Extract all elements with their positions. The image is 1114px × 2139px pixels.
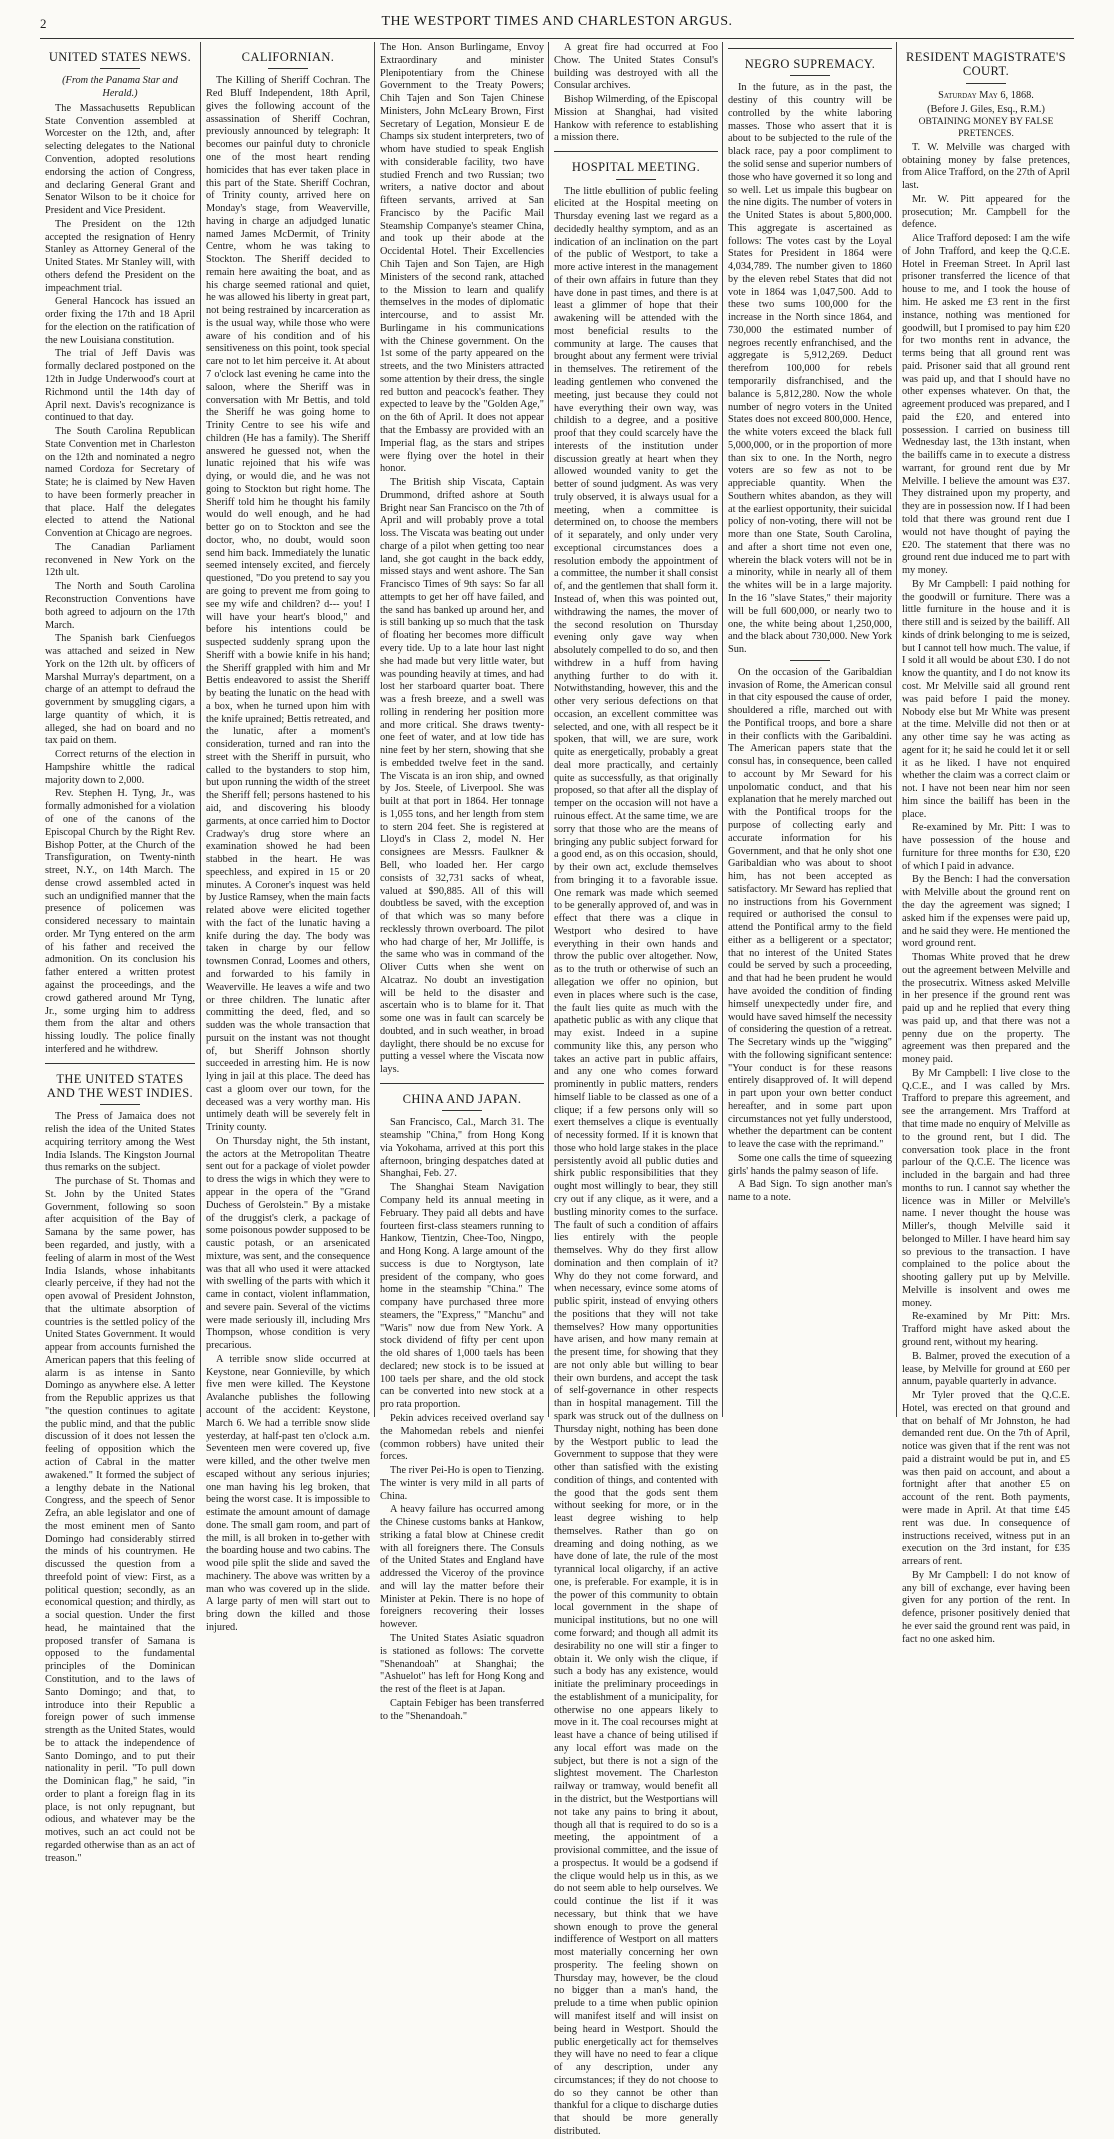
article-paragraph: The Spanish bark Cienfuegos was attached and seized in New York on the 12th ult. by officers of Marshal Murray's department, on a charge of an attempt to defraud the government by smuggling cigars, a large quantity of which, it is alleged, she had on board and no tax paid on them. [45, 633, 195, 747]
page-header [40, 12, 1074, 39]
divider [790, 75, 830, 76]
article-paragraph: The purchase of St. Thomas and St. John by the United States Government, following so soon after acquisition of the Bay of Samana by the same power, has been regarded, and justly, with a feeling of alarm in most of the West India Islands, whose inhabitants clearly perceive, if they had not the open avowal of President Johnston, that the ultimate absorption of countries is the settled policy of the United States Government. It would appear from accounts furnished the American papers that this feeling of alarm is as intense in Santo Domingo as anywhere else. A letter from the Republic apprizes us that "the question continues to agitate the public mind, and that the public discussion of it does not lessen the feeling of opposition which the action of Cabral in the matter awakened." It formed the subject of a lengthy debate in the National Congress, and the speech of Senor Zefra, an able legislator and one of the most eminent men of Santo Domingo had considerably stirred the minds of his countrymen. He discussed the question from a threefold point of view: First, as a political question; secondly, as an economical question; and thirdly, as a social question. Under the first head, he maintained that the proposed transfer of Samana is opposed to the fundamental principles of the Dominican Constitution, and to the laws of Santo Domingo; and that, to introduce into their Republic a foreign power of such immense strength as the United States, would be to attack the independence of Santo Domingo, and to put their nationality in peril. "To pull down the Dominican flag," he said, "in order to plant a foreign flag in its place, is not only repugnant, but odious, and whatever may be the motives, such an act could not be regarded otherwise than as an act of treason." [45, 1176, 195, 1864]
divider [100, 68, 140, 69]
divider [554, 151, 718, 152]
divider [616, 179, 656, 180]
article-paragraph: Correct returns of the election in Hampshire whittle the radical majority down to 2,000. [45, 749, 195, 786]
divider [790, 660, 830, 661]
article-paragraph: The President on the 12th accepted the resignation of Henry Stanley as Attorney General of the United States. Mr Stanley will, with others defend the President on the impeachment trial. [45, 218, 195, 294]
article-paragraph: By Mr Campbell: I paid nothing for the goodwill or furniture. There was a little furniture in the house and it is there still and is seized by the bailiff. All kinds of drink belonging to me is seized, but I cannot tell how much. The value, if I sold it all would be about £30. I do not know the quantity, and I do not know its cost. Mr Melville said all ground rent was paid before I paid the money. Nobody else but Mr White was present at the time. Melville did not then or at any other time say he was acting as agent for it; he said he could let it or sell it as he liked. I have not enquired whether the claim was a correct claim or not. I have not been near him nor seen him since the bailiff has been in the place. [902, 578, 1070, 820]
article-paragraph: B. Balmer, proved the execution of a lease, by Melville for ground at £60 per annum, payable quarterly in advance. [902, 1350, 1070, 1388]
article-paragraph: The Shanghai Steam Navigation Company held its annual meeting in February. They paid all debts and have fourteen first-class steamers running to Hankow, Tientzin, Chee-Too, Ningpo, and Hong Kong. A large amount of the success is due to Norgtyson, late president of the company, who goes home in the steamship "China." The company have purchased three more steamers, the "Express," "Manchu" and "Waris" now due from New York. A stock dividend of fifty per cent upon the old shares of 1,000 taels has been declared; new stock is to be issued at 100 taels per share, and the old stock can be converted into new stock at a pro rata proportion. [380, 1182, 544, 1411]
article-paragraph: Rev. Stephen H. Tyng, Jr., was formally admonished for a violation of one of the canons of the Episcopal Church by the Right Rev. Bishop Potter, at the Church of the Transfiguration, on Twenty-ninth street, N.Y., on 14th March. The dense crowd assembled acted in such an undignified manner that the presence of policemen was considered necessary to maintain order. Mr Tyng entered on the arm of his father and received the admonition. On its conclusion his father entered a written protest against the proceedings, and the crowd gathered around Mr Tyng, Jr., some urging him to address them from the altar and others hissing loudly. The police finally interfered and he withdrew. [45, 788, 195, 1055]
article-paragraph: Pekin advices received overland say the Mahomedan rebels and nienfei (common robbers) have united their forces. [380, 1413, 544, 1463]
article-paragraph: By Mr Campbell: I do not know of any bill of exchange, ever having been given for any portion of the rent. In defence, prisoner positively denied that he ever said the ground rent was paid, in fact no one asked him. [902, 1569, 1070, 1645]
article-paragraph: Some one calls the time of squeezing girls' hands the palmy season of life. [728, 1152, 892, 1177]
article-paragraph: The British ship Viscata, Captain Drummond, drifted ashore at South Bright near San Francisco on the 7th of April and will probably prove a total loss. The Viscata was beating out under charge of a pilot when getting too near land, she got caught in the back eddy, missed stays and went ashore. The San Francisco Times of 9th says: So far all attempts to get her off have failed, and the sand has banked up around her, and is still banking up so much that the task of floating her becomes more difficult every tide. Up to a late hour last night she had made but very little water, but was pounding heavily at times, and had lost her starboard quarter boat. There was a fresh breeze, and a swell was rolling in rendering her position more and more critical. She draws twenty-one feet of water, and at low tide has nine feet by her stern, showing that she is embedded twelve feet in the sand. The Viscata is an iron ship, and owned by Jos. Steele, of Liverpool. She was built at that port in 1864. Her tonnage is 1,055 tons, and her length from stem to stern 204 feet. She is registered at Lloyd's in Class 2, model N. Her consignees are Messrs. Faulkner & Bell, who loaded her. Her cargo consists of 32,731 sacks of wheat, valued at $90,885. All of this will doubtless be saved, with the exception of that which was so many before recklessly thrown overboard. The pilot who had charge of her, Mr Jolliffe, is the same who was in command of the Oliver Cutts when she went on Alcatraz. No doubt an investigation will be held to the disaster and ascertain who is to blame for it. That some one was in fault can scarcely be doubted, and in such weather, in broad daylight, there should be no excuse for putting a vessel where the Viscata now lays. [380, 477, 544, 1076]
court-before: (Before J. Giles, Esq., R.M.) [927, 103, 1045, 115]
article-paragraph: Re-examined by Mr. Pitt: I was to have possession of the house and furniture for three months for £30, £20 of which I paid in advance. [902, 822, 1070, 872]
article-paragraph: San Francisco, Cal., March 31. The steamship "China," from Hong Kong via Yokohama, arrived at this port this afternoon, bringing despatches dated at Shanghai, Feb. 27. [380, 1117, 544, 1180]
article-paragraph: The South Carolina Republican State Convention met in Charleston on the 12th and nominated a negro named Cordoza for Secretary of State; he is claimed by New Haven to have been formerly preacher in that place. Half the delegates elected to attend the National Convention at Chicago are negroes. [45, 426, 195, 540]
californian-heading: CALIFORNIAN. [241, 50, 335, 64]
column-3 [374, 42, 549, 1722]
newspaper-columns [40, 42, 1074, 2137]
article-paragraph: Alice Trafford deposed: I am the wife of John Trafford, and keep the Q.C.E. Hotel in Freeman Street. In April last prisoner transferred the licence of that house to me, and I took the house of him. He asked me £3 rent in the first instance, nothing was mentioned for goodwill, but I promised to pay him £20 for two months rent in advance, the terms being that all ground rent was paid. Prisoner said that all ground rent was paid up, and that I should have no other expenses whatever. On that, the agreement produced was prepared, and I paid the £20, and entered into possession. I carried on business till Wednesday last, the 13th instant, when the bailiffs came in to execute a distress warrant, for ground rent due by Mr Melville. I believe the amount was £37. They distrained upon my property, and they are in possession now. If I had been told that there was ground rent due I would not have thought of paying the £20. The statement that there was no ground rent due induced me to part with my money. [902, 233, 1070, 577]
divider [380, 1083, 544, 1084]
article-paragraph: Re-examined by Mr Pitt: Mrs. Trafford might have asked about the ground rent, without my hearing. [902, 1311, 1070, 1349]
column-5 [722, 42, 897, 1417]
article-paragraph: The trial of Jeff Davis was formally declared postponed on the 12th in Judge Underwood's court at Richmond until the 14th day of April next. Davis's recognizance is continued to that day. [45, 348, 195, 424]
article-paragraph: The Press of Jamaica does not relish the idea of the United States acquiring territory among the West India Islands. The Kingston Journal thus remarks on the subject. [45, 1111, 195, 1174]
article-paragraph: By the Bench: I had the conversation with Melville about the ground rent on the day the agreement was signed; I asked him if the expenses were paid up, and he said they were. He mentioned the word ground rent. [902, 874, 1070, 950]
article-paragraph: T. W. Melville was charged with obtaining money by false pretences, from Alice Trafford, on the 27th of April last. [902, 141, 1070, 192]
divider [442, 1110, 482, 1111]
divider [268, 68, 308, 69]
article-paragraph: The Massachusetts Republican State Convention assembled at Worcester on the 12th, and, after selecting delegates to the National Convention, adopted resolutions endorsing the action of Congress, and declaring General Grant and Senator Wilson to be it choice for President and Vice President. [45, 102, 195, 217]
court-date: Saturday May 6, 1868. [938, 89, 1034, 101]
article-paragraph: Thomas White proved that he drew out the agreement between Melville and the prosecutrix. Witness asked Melville in her presence if the ground rent was paid up and he replied that every thing was paid up, and that there was not a penny due on the property. The agreement was then prepared and the money paid. [902, 952, 1070, 1066]
case-title: OBTAINING MONEY BY FALSE PRETENCES. [918, 117, 1054, 140]
article-paragraph: Captain Febiger has been transferred to the "Shenandoah." [380, 1697, 544, 1722]
article-paragraph: A terrible snow slide occurred at Keystone, near Gonnieville, by which five men were killed. The Keystone Avalanche publishes the following account of the accident: Keystone, March 6. We had a terrible snow slide yesterday, at half-past ten o'clock a.m. Seventeen men were covered up, five were killed, and the other twelve men escaped without any serious injuries; one man having his leg broken, that being the worst case. It is impossible to estimate the amount amount of damage done. The small gam room, and part of the mill, is all broken in to-gether with the boarding house and two cabins. The wood pile split the slide and saved the machinery. The above was written by a man who was covered up in the slide. A large party of men will start out to bring down the killed and those injured. [206, 1353, 370, 1634]
article-paragraph: The Killing of Sheriff Cochran. The Red Bluff Independent, 18th April, gives the following account of the assassination of Sheriff Cochran, previously announced by telegraph: It becomes our painful duty to chronicle one of the most heart rending homicides that has ever taken place in this part of the State. Sheriff Cochran, of Trinity county, arrived here on Monday's stage, from Weaverville, having in charge an adjudged lunatic named James McDermit, of Trinity Centre, whom he was taking to Stockton. The Sheriff decided to remain here awaiting the boat, and as his charge seemed rational and quiet, he was allowed his liberty in great part, not being restrained by incarceration as is the usual way, while those who were aware of his condition and of his sensitiveness on this point, took special care not to let him perceive it. At about 7 o'clock last evening he came into the saloon, where the Sheriff was in conversation with Mr Bettis, and told the Sheriff he was going home to Trinity Centre to see his wife and children (He has a family). The Sheriff answered he guessed not, when the lunatic rejoined that his wife was dying, or would die, and he was not going to Stockton but right home. The Sheriff told him he thought his family would do well enough, and he had better go on to Stockton and see the doctor, who, no doubt, would soon send him back. Immediately the lunatic seemed intensely excited, and fiercely questioned, "Do you pretend to say you are going to prevent me from going to see my wife and children? d--- you! I will have your heart's blood," and before his intentions could be suspected suddenly sprang upon the Sheriff with a bowie knife in his hand; the Sheriff grappled with him and Mr Bettis endeavored to assist the Sheriff by beating the lunatic on the head with a box, when he turned upon him with the knife uprained; Bettis retreated, and the lunatic, after a moment's consideration, turned and ran into the street with the Sheriff in pursuit, who called to the bystanders to stop him, but upon running the width of the street the Sheriff fell; persons hastened to his aid, and discovering his bloody garments, at once carried him to Doctor Cradway's drug store where an examination showed he had been stabbed in the heart. He was speechless, and expired in 15 or 20 minutes. A Coroner's inquest was held by Justice Ramsey, when the main facts related above were elicited together with the fact of the lunatic having a knife during the day. The body was taken in charge by our fellow townsmen Conrad, Loomes and others, and forwarded to his family in Weaverville. He leaves a wife and two or three children. The lunatic after committing the deed, fled, and so sudden was the whole transaction that pursuit on the instant was not thought of, but Sheriff Johnson shortly succeeded in arresting him. He is now lying in jail at this place. The deed has cast a gloom over our town, for the deceased was a very worthy man. His untimely death will be severely felt in Trinity county. [206, 75, 370, 1134]
column-6 [896, 42, 1075, 1645]
us-news-heading: UNITED STATES NEWS. [48, 50, 192, 64]
article-paragraph: On Thursday night, the 5th instant, the actors at the Metropolitan Theatre sent out for a package of violet powder to dress the wigs in which they were to appear in the opera of the "Grand Duchess of Gerolstein." By a mistake of the druggist's clerk, a package of some poisonous powder supposed to be caustic potash, or an arsenicated mixture, was sent, and the consequence was that all who used it were attacked with swelling of the parts with which it came in contact, violent inflammation, and severe pain. Several of the victims were made seriously ill, including Mrs Thompson, whose condition is very precarious. [206, 1135, 370, 1352]
divider [966, 83, 1006, 84]
china-japan-heading: CHINA AND JAPAN. [402, 1092, 522, 1107]
article-paragraph: The little ebullition of public feeling elicited at the Hospital meeting on Thursday evening last we regard as a decidedly healthy symptom, and as an indication of an inclination on the part of the public of Westport, to take a more active interest in the management of their own affairs in future than they have done in past times, and there is at least a glimmer of hope that their awakening will be attended with the most beneficial results to the community at large. The causes that brought about any ferment were trivial in themselves. The retirement of the leading gentlemen who convened the meeting, just because they could not have everything their own way, was childish to a degree, and a positive proof that they could scarcely have the interests of the institution under discussion greatly at heart when they allowed wounded vanity to get the better of sound judgment. As was very truly observed, it is always usual for a meeting, when a committee is determined on, to choose the members of it separately, and only under very exceptional circumstances does a resolution embody the appointment of a committee, the number it shall consist of, and the gentlemen that shall form it. Instead of, when this was pointed out, withdrawing the names, the mover of the second resolution on Thursday evening only gave way when absolutely compelled to do so, and then withdrew in a huff from having anything further to do with it. Notwithstanding, however, this and the other very serious defections on that occasion, an excellent committee was selected, and one, with all respect be it spoken, that will, we are sure, work quite as energetically, probably a great deal more practically, and certainly quite as successfully, as that originally proposed, so that after all the display of temper on the occasion will not have a ruinous effect. At the same time, we are sorry that those who are the means of bringing any public subject forward for a good end, as on this occasion, should, by their own act, exclude themselves from bringing it to a favorable issue. One remark was made which seemed to be generally approved of, and was in effect that there was a clique in Westport who desired to have everything in their own hands and throw the public over altogether. Now, as to the truth or otherwise of such an allegation we offer no opinion, but even in places where such is the case, the fault lies quite as much with the apathetic public as with any clique that may exist. Indeed in a supine community like this, any person who takes an active part in public affairs, and any one who comes forward prominently in public matters, renders himself liable to be classed as one of a clique; if a few persons only will so exert themselves a clique is eventually of necessity formed. If it is known that those who hold large stakes in the place persistently avoid all public duties and shirk public responsibilities that they ought most willingly to bear, they still cry out if any clique, as it were, and a bustling minority comes to the surface. The fault of such a condition of affairs lies entirely with the people themselves. Why do they first allow domination and then complain of it? Why do they not come forward, and when necessary, evince some atoms of public spirit, instead of envying others the positions that they will not take themselves? How many opportunities have arisen, and how many remain at the present time, for showing that they are not only able but willing to bear their own burdens, and accept the task of self-governance in other respects than in hospital management. Till the spark was struck out of the dullness on Thursday night, nothing has been done by the Westport public to lead the Government to suppose that they were other than satisfied with the existing condition of things, and contented with the good that the gods sent them without seeking for more, or in the least degree wishing to help themselves. Rather than go on dreaming and doing nothing, as we have done of late, the rule of the most tyrannical local oligarchy, if an active one, is preferable. For example, it is in the power of this community to obtain local government in the shape of municipal institutions, but no one will come forward; and though all admit its desirability no one will stir a finger to obtain it. We only wish the clique, if such a body has any existence, would initiate the preliminary proceedings in the establishment of a municipality, for otherwise no one appears likely to move in it. The coal recourses might at least have a chance of being utilised if any local effort was made on the subject, but there is not a sign of the slightest movement. The Charleston railway or tramway, would benefit all in the district, but the Westportians will not take any pains to bring it about, though all that is required to do so is a meeting, the appointment of a provisional committee, and the issue of a prospectus. It would be a godsend if the clique would help us in this, as we do not seem able to help ourselves. We could continue the list if it was necessary, but think that we have shown enough to prove the general indifference of Westport on all matters most materially concerning her own prosperity. The feeling shown on Thursday may, however, be the cloud no bigger than a man's hand, the prelude to a time when public opinion will manifest itself and will insist on being heard in Westport. Should the public energetically act for themselves they will have no need to fear a clique of any description, under any circumstances; if they do not choose to do so they cannot be other than thankful for a clique to discharge duties that should be more generally distributed. [554, 185, 718, 2137]
column-1 [40, 42, 200, 1864]
masthead: THE WESTPORT TIMES AND CHARLESTON ARGUS. [381, 14, 733, 29]
article-paragraph: On the occasion of the Garibaldian invasion of Rome, the American consul in that city espoused the cause of order, shouldered a rifle, marched out with the Pontifical troops, and bore a share in their conflicts with the Garibaldini. The American papers state that the consul has, in consequence, been called to account by Mr Seward for his unpolomatic conduct, and that his explanation that he merely marched out with the Pontifical troops for the purpose of collecting early and accurate information for his Government, and that he only shot one Garibaldian who was about to shoot him, has not been accepted as satisfactory. Mr Seward has replied that no instructions from his Government required or authorised the consul to attend the Pontifical army to the field either as a belligerent or a spectator; that no interest of the United States could be served by such a proceeding, and that had he been prudent he would have avoided the condition of finding himself unexpectedly under fire, and would have saved himself the necessity of considering the question of a retreat. The Secretary winds up the "wigging" with the following significant sentence: "Your conduct is for these reasons entirely disapproved of. It will depend in part upon your own better conduct hereafter, and in some part upon circumstances not yet fully understood, whether the department can be content to leave the case with the reprimand." [728, 666, 892, 1151]
article-paragraph: General Hancock has issued an order fixing the 17th and 18 April for the election on the ratification of the new Louisiana constitution. [45, 296, 195, 346]
divider [45, 1063, 195, 1064]
magistrate-heading: RESIDENT MAGISTRATE'S COURT. [905, 50, 1067, 79]
article-paragraph: By Mr Campbell: I live close to the Q.C.E., and I was called by Mrs. Trafford to prepare this agreement, and see the arrangement. Mrs Trafford at that time made no enquiry of Melville as to the ground rent, but I did. The conversation took place in the front parlour of the Q.C.E. The licence was included in the bargain and had three months to run. I cannot say whether the licence was in Miller or Melville's name. I never thought the house was Miller's, though Melville said it belonged to Miller. I have heard him say so previous to the transaction. I have complained to the police about the shooting gallery put up by Melville. Melville is insolvent and owes me money. [902, 1067, 1070, 1309]
article-paragraph: The North and South Carolina Reconstruction Conventions have both agreed to adjourn on the 17th March. [45, 581, 195, 631]
column-2 [200, 42, 375, 1634]
article-paragraph: The United States Asiatic squadron is stationed as follows: The corvette "Shenandoah" at Shanghai; the "Ashuelot" has left for Hong Kong and the rest of the fleet is at Japan. [380, 1633, 544, 1696]
article-paragraph: The Canadian Parliament reconvened in New York on the 12th ult. [45, 541, 195, 579]
article-paragraph: In the future, as in the past, the destiny of this country will be controlled by the white laboring masses. Those who assert that it is about to be subjected to the rule of the black race, pay a poor compliment to the solid sense and superior numbers of those who have governed it so long and so well. Let us impale this bugbear on the nine digits. The number of voters in the United States is about 5,800,000. This aggregate is ascertained as follows: The votes cast by the Loyal States for President in 1864 were 4,034,789. The number given to 1860 by the eleven rebel States that did not vote in 1864 was 1,047,500. Add to these two sums 100,000 for the increase in the North since 1864, and 730,000 the estimated number of negroes recently enfranchised, and the aggregate is 5,912,269. Deduct therefrom 100,000 for rebels temporarily disfranchised, and the balance is 5,812,280. Now the whole number of negro voters in the United States does not exceed 800,000. Hence, the white voters exceed the black full 5,000,000, or in the proportion of more than six to one. In the North, negro voters are so few as not to be appreciable quantity. When the Southern whites abandon, as they will at the earliest opportunity, their suicidal policy of non-voting, there will not be more than one State, South Carolina, and after a short time not even one, wherein the black voters will not be in a minority, while in nearly all of them the whites will be in a large majority. In the 16 "slave States," their majority will be full 600,000, or nearly two to one, the white being about 1,250,000, and the black about 730,000. New York Sun. [728, 82, 892, 656]
page-number: 2 [40, 16, 47, 31]
column-4 [548, 42, 723, 2137]
divider [100, 1104, 140, 1105]
article-paragraph: Mr. W. Pitt appeared for the prosecution; Mr. Campbell for the defence. [902, 193, 1070, 231]
west-indies-heading: THE UNITED STATES AND THE WEST INDIES. [46, 1071, 194, 1100]
article-paragraph: The Hon. Anson Burlingame, Envoy Extraordinary and minister Plenipotentiary from the Chinese Government to the Treaty Powers; Chih Tajen and Son Tajen Chinese Ministers, John McLeary Brown, First Secretary of Legation, Monsieur E de Champs six student interpreters, two of whom have studied to speak English with considerable facility, two have studied French and two Russian; two writers, a native doctor and about fifteen servants, arrived at San Francisco by the Pacific Mail Steamship Companye's steamer China, and took up their abode at the Occidental Hotel. Their Excellencies Chih Tajen and Son Tajen, are High Ministers of the second rank, attached to the Mission to learn and qualify themselves in the modes of diplomatic intercourse, and to assist Mr. Burlingame in his communications with the Chinese government. On the 1st some of the party appeared on the streets, and the two Ministers attracted some attention by their dress, the single red button and peacock's feather. They expected to leave by the "Golden Age," on the 6th of April. It does not appear that the Embassy are provided with an Imperial flag, as the stars and stripes were flying over the hotel in their honor. [380, 42, 544, 475]
article-paragraph: Mr Tyler proved that the Q.C.E. Hotel, was erected on that ground and that on behalf of Mr Johnston, he had demanded rent due. On the 7th of April, notice was given that if the rent was not paid a distraint would be put in, and £5 was then paid on account, and about a fortnight after that another £5 on account of the rent. Both payments, were made in April. At that time £45 rent was due. In consequence of instructions received, witness put in an execution on the 3rd instant, for £35 arrears of rent. [902, 1390, 1070, 1568]
article-paragraph: Bishop Wilmerding, of the Episcopal Mission at Shanghai, had visited Hankow with reference to establishing a mission there. [554, 94, 718, 144]
article-paragraph: The river Pei-Ho is open to Tienzing. The winter is very mild in all parts of China. [380, 1465, 544, 1502]
article-paragraph: A heavy failure has occurred among the Chinese customs banks at Hankow, striking a fatal blow at Chinese credit with all foreigners there. The Consuls of the United States and England have addressed the Viceroy of the province and will lay the matter before their Minister at Pekin. There is no hope of foreigners recovering their losses however. [380, 1504, 544, 1631]
us-news-source: (From the Panama Star and Herald.) [62, 75, 178, 100]
hospital-heading: HOSPITAL MEETING. [571, 160, 701, 175]
divider [728, 48, 892, 49]
article-paragraph: A great fire had occurred at Foo Chow. The United States Consul's building was destroyed with all the Consular archives. [554, 42, 718, 92]
negro-heading: NEGRO SUPREMACY. [744, 57, 876, 71]
article-paragraph: A Bad Sign. To sign another man's name to a note. [728, 1179, 892, 1204]
